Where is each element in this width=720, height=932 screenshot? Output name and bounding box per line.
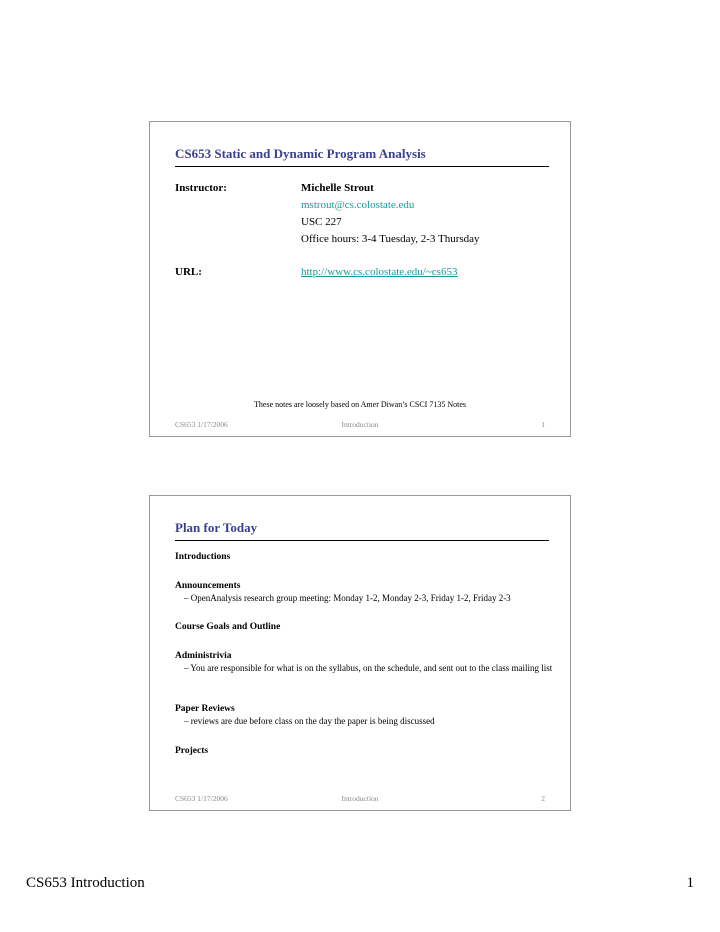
section-projects	[175, 746, 555, 756]
section-course-goals	[175, 622, 555, 632]
slide-2-footer-page: 2	[541, 794, 545, 803]
instructor-label: Instructor:	[175, 182, 227, 194]
section-bullet: – reviews are due before class on the day the paper is being discussed	[184, 716, 435, 726]
slide-2-footer-center: Introduction	[341, 794, 379, 803]
section-heading: Paper Reviews	[175, 704, 235, 714]
slide-1-footer-left: CS653 1/17/2006	[175, 420, 228, 429]
office-location: USC 227	[301, 216, 342, 228]
section-paper-reviews	[175, 704, 555, 726]
section-administrivia	[175, 651, 555, 673]
section-bullet: – You are responsible for what is on the syllabus, on the schedule, and sent out to the class mailing list	[184, 663, 553, 673]
slide-1-note: These notes are loosely based on Amer Diwan’s CSCI 7135 Notes	[254, 400, 466, 409]
slide-1-title: CS653 Static and Dynamic Program Analysis	[175, 146, 549, 167]
section-heading: Course Goals and Outline	[175, 622, 281, 632]
page-number: 1	[686, 875, 694, 891]
section-heading: Projects	[175, 746, 209, 756]
slide-1-footer-page: 1	[541, 420, 545, 429]
url-label: URL:	[175, 266, 202, 278]
section-heading: Introductions	[175, 552, 231, 562]
slide-1-footer-center: Introduction	[341, 420, 379, 429]
office-hours: Office hours: 3-4 Tuesday, 2-3 Thursday	[301, 233, 480, 245]
slide-2	[149, 495, 571, 811]
section-announcements	[175, 581, 555, 603]
section-heading: Administrivia	[175, 651, 232, 661]
slide-2-title: Plan for Today	[175, 520, 549, 541]
instructor-name: Michelle Strout	[301, 182, 374, 194]
section-introductions	[175, 552, 555, 562]
page-footer-title: CS653 Introduction	[26, 875, 145, 891]
section-bullet: – OpenAnalysis research group meeting: Monday 1-2, Monday 2-3, Friday 1-2, Friday 2-3	[184, 593, 511, 603]
slide-1	[149, 121, 571, 437]
course-url-link[interactable]: http://www.cs.colostate.edu/~cs653	[301, 266, 458, 278]
slide-2-footer-left: CS653 1/17/2006	[175, 794, 228, 803]
section-heading: Announcements	[175, 581, 241, 591]
instructor-email-link[interactable]: mstrout@cs.colostate.edu	[301, 199, 415, 211]
